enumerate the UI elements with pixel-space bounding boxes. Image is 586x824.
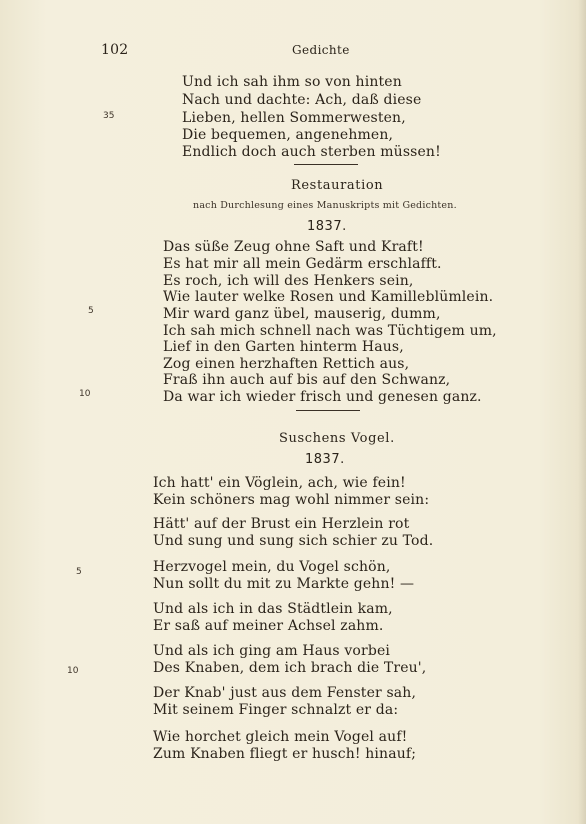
line-number: 5 bbox=[88, 306, 94, 316]
section-divider bbox=[294, 164, 358, 165]
poem-line: Und sung und sung sich schier zu Tod. bbox=[153, 533, 434, 549]
poem-line: Nach und dachte: Ach, daß diese bbox=[182, 92, 422, 108]
poem-line: Es roch, ich will des Henkers sein, bbox=[163, 273, 414, 289]
poem-line: Zog einen herzhaften Rettich aus, bbox=[163, 356, 410, 372]
page-number: 102 bbox=[101, 42, 129, 58]
poem-line: Herzvogel mein, du Vogel schön, bbox=[153, 559, 391, 575]
poem-year: 1837. bbox=[305, 452, 345, 467]
poem-year: 1837. bbox=[307, 219, 347, 234]
page-edge-shadow bbox=[578, 0, 586, 824]
running-head: Gedichte bbox=[292, 43, 350, 57]
poem-line: Er saß auf meiner Achsel zahm. bbox=[153, 618, 384, 634]
line-number: 10 bbox=[79, 389, 91, 399]
poem-line: Wie horchet gleich mein Vogel auf! bbox=[153, 729, 408, 745]
line-number: 35 bbox=[103, 111, 115, 121]
poem-line: Fraß ihn auch auf bis auf den Schwanz, bbox=[163, 372, 451, 388]
poem-line: Endlich doch auch sterben müssen! bbox=[182, 144, 441, 160]
section-subtitle: nach Durchlesung eines Manuskripts mit Gedichten. bbox=[193, 200, 457, 211]
poem-line: Und als ich ging am Haus vorbei bbox=[153, 643, 391, 659]
poem-line: Des Knaben, dem ich brach die Treu', bbox=[153, 660, 427, 676]
poem-line: Nun sollt du mit zu Markte gehn! — bbox=[153, 576, 415, 592]
line-number: 10 bbox=[67, 666, 79, 676]
poem-line: Ich sah mich schnell nach was Tüchtigem um, bbox=[163, 323, 497, 339]
poem-line: Die bequemen, angenehmen, bbox=[182, 127, 394, 143]
poem-line: Und als ich in das Städtlein kam, bbox=[153, 601, 393, 617]
poem-line: Da war ich wieder frisch und genesen ganz. bbox=[163, 389, 482, 405]
poem-line: Hätt' auf der Brust ein Herzlein rot bbox=[153, 516, 410, 532]
poem-line: Mit seinem Finger schnalzt er da: bbox=[153, 702, 399, 718]
poem-line: Mir ward ganz übel, mauserig, dumm, bbox=[163, 306, 441, 322]
poem-line: Ich hatt' ein Vöglein, ach, wie fein! bbox=[153, 475, 406, 491]
poem-line: Es hat mir all mein Gedärm erschlafft. bbox=[163, 256, 442, 272]
poem-line: Zum Knaben fliegt er husch! hinauf; bbox=[153, 746, 417, 762]
section-title: Restauration bbox=[291, 178, 384, 193]
line-number: 5 bbox=[76, 567, 82, 577]
poem-line: Das süße Zeug ohne Saft und Kraft! bbox=[163, 239, 424, 255]
poem-line: Wie lauter welke Rosen und Kamilleblümlein. bbox=[163, 289, 494, 305]
section-divider bbox=[296, 410, 360, 411]
section-title: Suschens Vogel. bbox=[279, 431, 395, 446]
poem-line: Lief in den Garten hinterm Haus, bbox=[163, 339, 404, 355]
poem-line: Und ich sah ihm so von hinten bbox=[182, 74, 402, 90]
poem-line: Lieben, hellen Sommerwesten, bbox=[182, 110, 406, 126]
poem-line: Der Knab' just aus dem Fenster sah, bbox=[153, 685, 417, 701]
poem-line: Kein schöners mag wohl nimmer sein: bbox=[153, 492, 430, 508]
